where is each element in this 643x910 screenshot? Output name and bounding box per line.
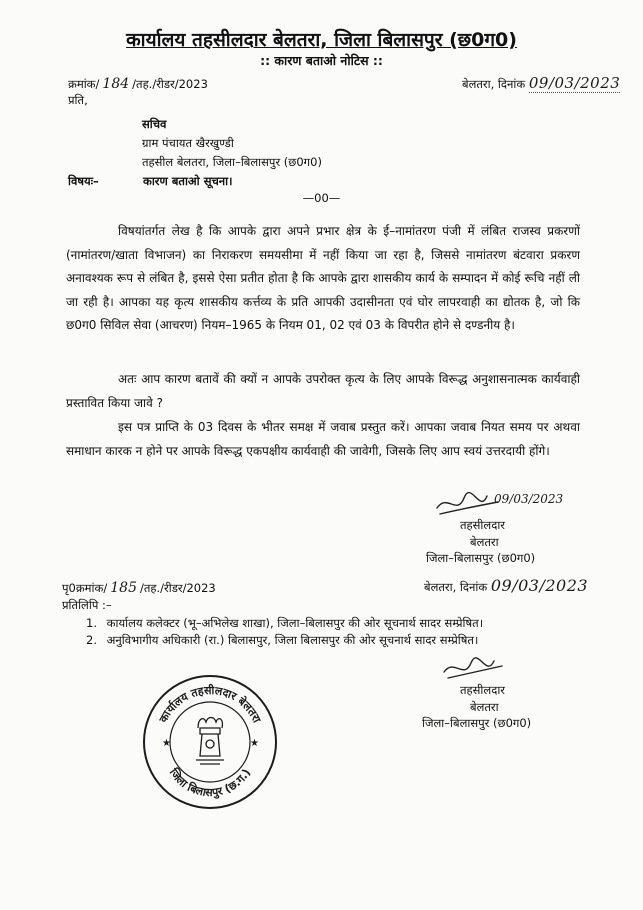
place-date xyxy=(462,74,620,92)
kramank-label: क्रमांक/ xyxy=(68,77,100,91)
copy-item-number: 2. xyxy=(86,633,97,647)
divider: —00— xyxy=(302,191,341,205)
body-paragraph-3: इस पत्र प्राप्ति के 03 दिवस के भीतर समक्ष में जवाब प्रस्तुत करें। आपका जवाब नियत समय पर अथवा समाधान कारक न होने पर आपके विरूद्ध एकपक्षीय कार्यवाही की जावेगी, जिसके लिए आप स्वयं उत्तरदायी होंगे। xyxy=(66,420,580,458)
signature1-date: 09/03/2023 xyxy=(494,492,564,506)
kramank-suffix: /तह./रीडर/2023 xyxy=(132,77,208,91)
copy-place-date xyxy=(424,576,588,595)
signature1-district: जिला–बिलासपुर (छ0ग0) xyxy=(426,551,536,565)
notice-subtitle: :: कारण बताओ नोटिस :: xyxy=(260,53,383,68)
signature2-designation: तहसीलदार xyxy=(460,683,505,697)
copy-item-text: कार्यालय कलेक्टर (भू–अभिलेख शाखा), जिला–बिलासपुर की ओर सूचनार्थ सादर सम्प्रेषित। xyxy=(106,616,484,630)
addressee-line3: तहसील बेलतरा, जिला–बिलासपुर (छ0ग0) xyxy=(142,155,322,169)
copy-list-item xyxy=(86,616,483,631)
subject-label: विषयः– xyxy=(68,174,99,188)
signature-scribble-2 xyxy=(438,654,508,684)
body-paragraph-1: विषयांतर्गत लेख है कि आपके द्वारा अपने प्रभार क्षेत्र के ई–नामांतरण पंजी में लंबित राजस्व प्रकरणों (नामांतरण/खाता विभाजन) का निराकरण समयसीमा में नहीं किया जा रहा है, जिससे नामांतरण बंटवारा प्रकरण अनावश्यक रूप से लंबित है, इससे ऐसा प्रतीत होता है कि आपके द्वारा शासकीय कार्य के सम्पादन में कोई रूचि नहीं ली जा रही है। आपका यह कृत्य शासकीय कर्त्तव्य के प्रति आपकी उदासीनता एवं घोर लापरवाही का द्योतक है, जो कि छ0ग0 सिविल सेवा (आचरण) नियम–1965 के नियम 01, 02 एवं 03 के विपरीत होने से दण्डनीय है। xyxy=(66,224,580,332)
signature2-place: बेलतरा xyxy=(470,700,499,714)
signature1-place: बेलतरा xyxy=(470,535,499,549)
subject-text: कारण बताओ सूचना। xyxy=(143,174,233,188)
prkramank-line xyxy=(62,580,216,596)
copy-place-date-label: बेलतरा, दिनांक xyxy=(424,580,488,594)
addressee-line2: ग्राम पंचायत खैरखुण्डी xyxy=(142,136,234,150)
seal-text-bottom: जिला बिलासपुर (छ.ग.) xyxy=(166,766,254,800)
place-date-label: बेलतरा, दिनांक xyxy=(462,77,526,91)
prkramank-label: पृ0क्रमांक/ xyxy=(62,581,108,595)
kramank-number: 184 xyxy=(102,76,130,92)
body-paragraph-2: अतः आप कारण बतावें की क्यों न आपके उपरोक्त कृत्य के लिए आपके विरूद्ध अनुशासनात्मक कार्यवाही प्रस्तावित किया जावे ? xyxy=(66,372,580,410)
prkramank-number: 185 xyxy=(110,580,137,596)
signature2-district: जिला–बिलासपुर (छ0ग0) xyxy=(422,716,532,730)
copy-list-item xyxy=(86,633,478,648)
copy-item-text: अनुविभागीय अधिकारी (रा.) बिलासपुर, जिला बिलासपुर की ओर सूचनार्थ सादर सम्प्रेषित। xyxy=(106,633,479,647)
svg-text:कार्यालय तहसीलदार बेलतरा xyxy=(156,683,264,726)
signature-scribble-1 xyxy=(432,488,502,520)
seal-text-top: कार्यालय तहसीलदार बेलतरा xyxy=(156,683,264,725)
office-seal xyxy=(140,672,280,812)
addressee-title: सचिव xyxy=(142,117,167,131)
letter-date: 09/03/2023 xyxy=(528,74,621,92)
pratilipi-label: प्रतिलिपि :– xyxy=(62,598,112,612)
copy-item-number: 1. xyxy=(86,616,97,630)
prkramank-suffix: /तह./रीडर/2023 xyxy=(139,581,216,595)
national-emblem-icon xyxy=(196,718,224,765)
office-title: कार्यालय तहसीलदार बेलतरा, जिला बिलासपुर (छ0ग0) xyxy=(126,29,517,51)
copy-date: 09/03/2023 xyxy=(490,576,589,595)
signature1-designation: तहसीलदार xyxy=(460,518,505,532)
svg-text:★: ★ xyxy=(162,738,171,749)
kramank-line xyxy=(68,76,208,92)
prati-label: प्रति, xyxy=(68,93,88,107)
svg-text:★: ★ xyxy=(250,738,259,749)
